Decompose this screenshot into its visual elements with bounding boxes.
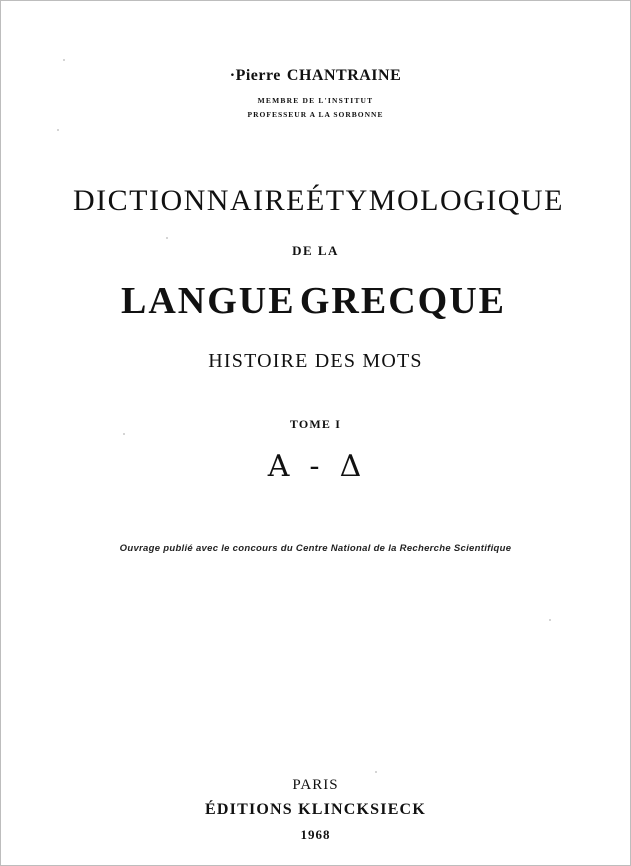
author-affiliation-sorbonne: PROFESSEUR A LA SORBONNE xyxy=(247,110,384,119)
letter-start: A xyxy=(267,449,292,484)
publication-note: Ouvrage publié avec le concours du Centre National de la Recherche Scientifique xyxy=(119,543,512,554)
author-last-name: CHANTRAINE xyxy=(286,67,402,84)
scan-speck xyxy=(375,771,377,773)
title-word-dictionnaire: DICTIONNAIRE xyxy=(73,184,306,217)
author-name xyxy=(1,67,630,85)
scan-speck xyxy=(166,237,168,239)
title-word-grecque: GRECQUE xyxy=(299,280,506,322)
scan-speck xyxy=(57,129,59,131)
author-affiliation-institut: MEMBRE DE L'INSTITUT xyxy=(257,96,374,105)
title-word-etymologique: ÉTYMOLOGIQUE xyxy=(305,184,564,217)
author-first-name: ·Pierre xyxy=(229,67,281,84)
letter-dash: - xyxy=(309,449,322,484)
title-word-langue: LANGUE xyxy=(121,280,296,322)
title-line-1 xyxy=(73,184,564,218)
letter-end: Δ xyxy=(339,449,364,484)
tome-label: TOME I xyxy=(289,417,342,431)
title-line-2 xyxy=(121,279,506,323)
scan-speck xyxy=(549,619,551,621)
scan-speck xyxy=(63,59,65,61)
volume-letter-range xyxy=(1,449,630,484)
imprint-city: PARIS xyxy=(292,777,339,793)
title-de-la: DE LA xyxy=(292,243,339,258)
imprint-publisher: ÉDITIONS KLINCKSIECK xyxy=(205,801,426,818)
scan-speck xyxy=(123,433,125,435)
subtitle: HISTOIRE DES MOTS xyxy=(208,350,423,372)
imprint-year: 1968 xyxy=(300,827,331,842)
